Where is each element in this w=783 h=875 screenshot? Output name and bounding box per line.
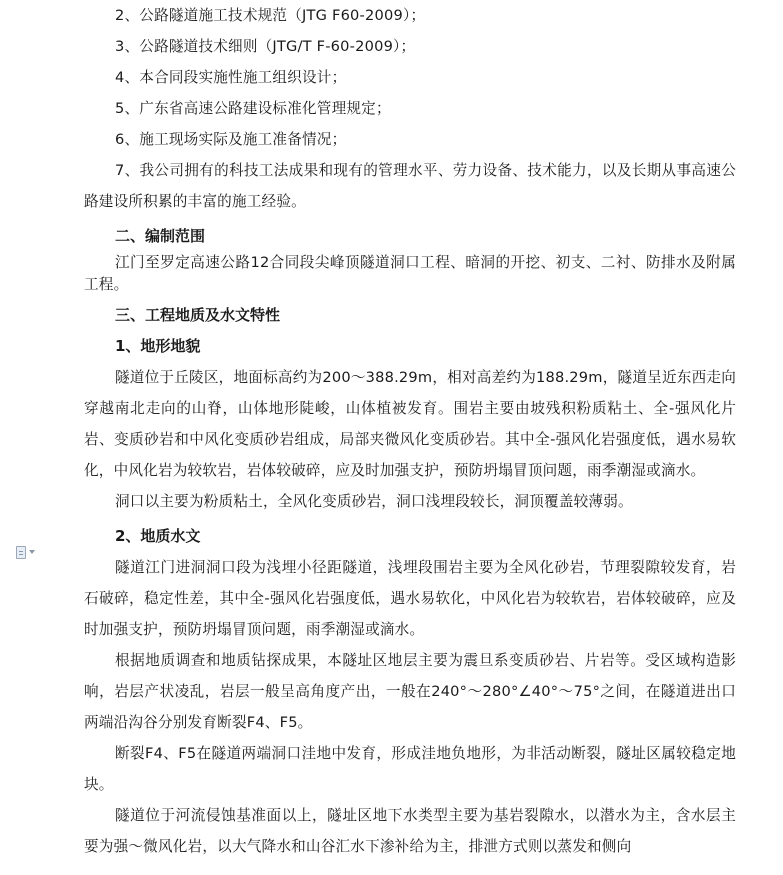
document-options-button[interactable] [16, 543, 44, 561]
reference-item-7: 7、我公司拥有的科技工法成果和现有的管理水平、劳力设备、技术能力，以及长期从事高速公路建设所积累的丰富的施工经验。 [84, 162, 736, 210]
hydrology-paragraph-3: 断裂F4、F5在隧道两端洞口洼地中发育，形成洼地负地形，为非活动断裂，隧址区属较稳定地块。 [84, 745, 736, 793]
hydrology-paragraph-1: 隧道江门进洞洞口段为浅埋小径距隧道，浅埋段围岩主要为全风化砂岩，节理裂隙较发育，岩石破碎，稳定性差，其中全-强风化岩强度低，遇水易软化，中风化岩为较软岩，岩体较破碎，应及时加强支护，预防坍塌冒顶问题，雨季潮湿或滴水。 [84, 559, 736, 638]
reference-item-6: 6、施工现场实际及施工准备情况； [115, 131, 347, 148]
section-heading-geology: 三、工程地质及水文特性 [115, 306, 281, 324]
hydrology-paragraph-4: 隧道位于河流侵蚀基准面以上，隧址区地下水类型主要为基岩裂隙水，以潜水为主，含水层主要为强～微风化岩，以大气降水和山谷汇水下渗补给为主，排泄方式则以蒸发和侧向 [84, 807, 736, 855]
reference-item-4: 4、本合同段实施性施工组织设计； [115, 69, 347, 86]
document-options-icon [16, 546, 26, 559]
reference-item-5: 5、广东省高速公路建设标准化管理规定； [115, 100, 391, 117]
hydrology-paragraph-2: 根据地质调查和地质钻探成果，本隧址区地层主要为震旦系变质砂岩、片岩等。受区域构造影响，岩层产状凌乱，岩层一般呈高角度产出，一般在240°～280°∠40°～75°之间，在隧道进出口两端沿沟谷分别发育断裂F4、F5。 [84, 652, 736, 731]
terrain-paragraph-2: 洞口以主要为粉质粘土，全风化变质砂岩，洞口浅埋段较长，洞顶覆盖较薄弱。 [115, 493, 633, 510]
section-heading-scope: 二、编制范围 [115, 227, 206, 245]
chevron-down-icon [29, 550, 35, 554]
document-body [84, 0, 736, 862]
reference-item-3: 3、公路隧道技术细则（JTG/T F-60-2009）； [115, 38, 416, 55]
subsection-heading-hydrology: 2、地质水文 [115, 527, 201, 545]
terrain-paragraph-1: 隧道位于丘陵区，地面标高约为200～388.29m，相对高差约为188.29m，隧道呈近东西走向穿越南北走向的山脊，山体地形陡峻，山体植被发育。围岩主要由坡残积粉质粘土、全-强风化片岩、变质砂岩和中风化变质砂岩组成，局部夹微风化变质砂岩。其中全-强风化岩强度低，遇水易软化，中风化岩为较软岩，岩体较破碎，应及时加强支护，预防坍塌冒顶问题，雨季潮湿或滴水。 [84, 369, 736, 479]
reference-item-2: 2、公路隧道施工技术规范（JTG F60-2009）； [115, 7, 426, 24]
scope-paragraph: 江门至罗定高速公路12合同段尖峰顶隧道洞口工程、暗洞的开挖、初支、二衬、防排水及附属工程。 [84, 254, 736, 293]
subsection-heading-terrain: 1、地形地貌 [115, 337, 201, 355]
